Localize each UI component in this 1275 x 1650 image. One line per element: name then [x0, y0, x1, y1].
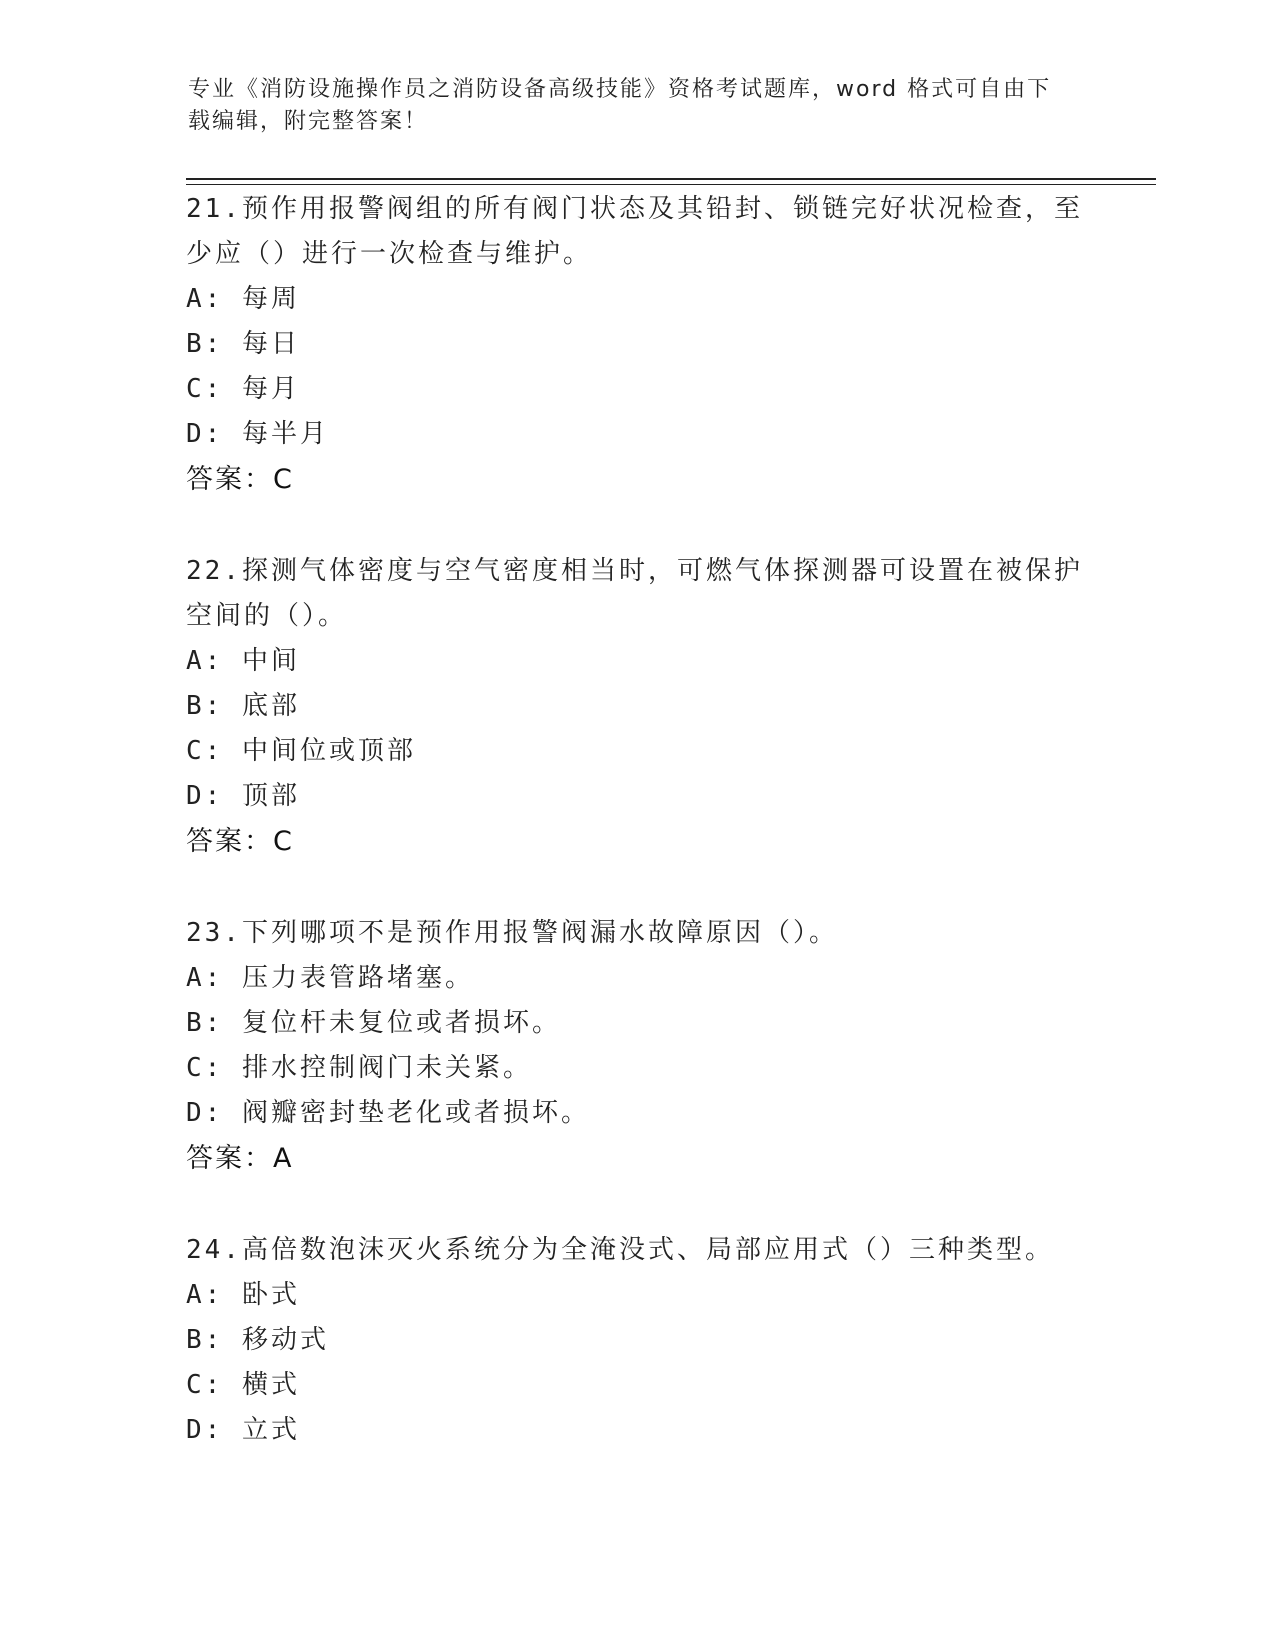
- question-stem-line-1: 22.探测气体密度与空气密度相当时，可燃气体探测器可设置在被保护: [186, 556, 1083, 586]
- question-24: [186, 1228, 1086, 1453]
- option-a: A: 卧式: [186, 1280, 300, 1310]
- header-line-2: 载编辑，附完整答案！: [188, 109, 429, 134]
- answer: 答案：A: [186, 1143, 294, 1174]
- option-c: C: 排水控制阀门未关紧。: [186, 1053, 532, 1083]
- option-b: B: 底部: [186, 691, 300, 721]
- question-21: [186, 187, 1086, 503]
- option-d: D: 立式: [186, 1415, 300, 1445]
- option-b: B: 移动式: [186, 1325, 329, 1355]
- question-stem-line-2: 空间的（）。: [186, 601, 348, 631]
- answer: 答案：C: [186, 826, 294, 857]
- option-b: B: 复位杆未复位或者损坏。: [186, 1008, 561, 1038]
- option-a: A: 压力表管路堵塞。: [186, 963, 474, 993]
- question-stem-line-1: 23.下列哪项不是预作用报警阀漏水故障原因（）。: [186, 918, 838, 948]
- option-a: A: 中间: [186, 646, 300, 676]
- question-stem-line-1: 24.高倍数泡沫灭火系统分为全淹没式、局部应用式（）三种类型。: [186, 1235, 1054, 1265]
- answer: 答案：C: [186, 464, 294, 495]
- header-divider-thick: [186, 178, 1156, 180]
- option-d: D: 每半月: [186, 419, 329, 449]
- question-stem-line-2: 少应（）进行一次检查与维护。: [186, 239, 593, 269]
- question-22: [186, 549, 1086, 865]
- document-header: [188, 74, 1078, 138]
- header-divider-thin: [186, 184, 1156, 185]
- option-c: C: 横式: [186, 1370, 300, 1400]
- option-a: A: 每周: [186, 284, 300, 314]
- question-23: [186, 911, 1086, 1182]
- option-c: C: 中间位或顶部: [186, 736, 416, 766]
- option-b: B: 每日: [186, 329, 300, 359]
- option-d: D: 阀瓣密封垫老化或者损坏。: [186, 1098, 590, 1128]
- header-line-1: 专业《消防设施操作员之消防设备高级技能》资格考试题库，word 格式可自由下: [188, 77, 1052, 102]
- option-c: C: 每月: [186, 374, 300, 404]
- option-d: D: 顶部: [186, 781, 300, 811]
- question-stem-line-1: 21.预作用报警阀组的所有阀门状态及其铅封、锁链完好状况检查，至: [186, 194, 1083, 224]
